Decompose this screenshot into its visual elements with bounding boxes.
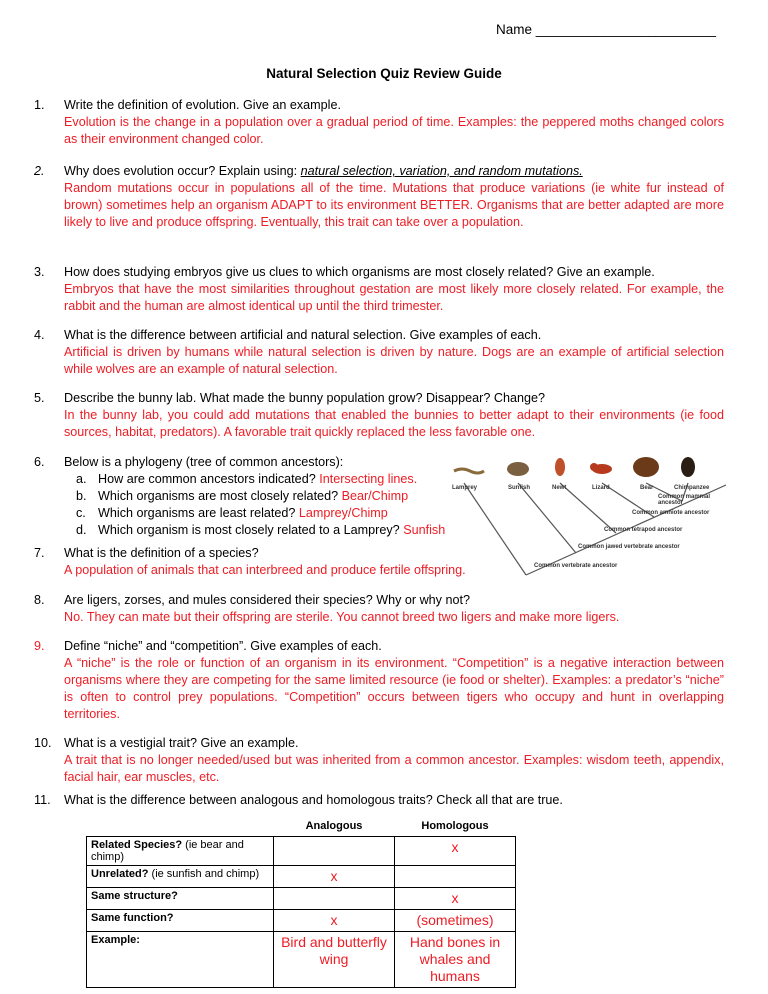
row-label: Same function? <box>87 910 274 932</box>
sub-question-c: c. Which organisms are least related? Lamprey/Chimp <box>76 506 388 520</box>
taxon-label: Newt <box>552 485 567 491</box>
answer-text: Embryos that have the most similarities throughout gestation are most likely more closely related. For example, the rabbit and the human are almost identical up until the third trimester. <box>64 282 724 313</box>
table-row <box>87 888 516 910</box>
homologous-cell: Hand bones in whales and humans <box>395 932 516 988</box>
homologous-cell: x <box>395 888 516 910</box>
question-number: 10. <box>34 736 52 750</box>
question-number: 6. <box>34 455 45 469</box>
taxon-label: Lamprey <box>452 485 478 491</box>
analogous-cell <box>274 837 395 866</box>
analogous-cell: x <box>274 910 395 932</box>
question-number: 7. <box>34 546 45 560</box>
taxon-label: Bear <box>640 485 654 491</box>
name-blank: ________________________ <box>535 22 716 37</box>
homologous-cell: (sometimes) <box>395 910 516 932</box>
phylogeny-diagram <box>446 455 736 580</box>
answer-text: No. They can mate but their offspring are sterile. You cannot breed two ligers and make more ligers. <box>64 610 620 624</box>
analogous-cell: x <box>274 866 395 888</box>
row-label: Example: <box>87 932 274 988</box>
table-row <box>87 837 516 866</box>
question-number: 3. <box>34 265 45 279</box>
ancestor-label: Common amniote ancestor <box>632 510 710 516</box>
sunfish-image <box>507 462 529 476</box>
question-number: 9. <box>34 639 45 653</box>
sub-question-b: b. Which organisms are most closely related? Bear/Chimp <box>76 489 409 503</box>
question-number: 11. <box>34 793 51 807</box>
question-number: 5. <box>34 391 45 405</box>
row-label: Same structure? <box>87 888 274 910</box>
question-text: Define “niche” and “competition”. Give examples of each. <box>64 639 382 653</box>
answer-text: A trait that is no longer needed/used but was inherited from a common ancestor. Examples: wisdom teeth, appendix, facial hair, ear muscles, etc. <box>64 753 724 784</box>
ancestor-label: Common mammal ancestor <box>658 494 711 506</box>
traits-table <box>86 818 516 988</box>
question-text: What is the difference between analogous and homologous traits? Check all that are true. <box>64 793 563 807</box>
ancestor-label: Common jawed vertebrate ancestor <box>578 544 680 550</box>
question-terms: natural selection, variation, and random mutations. <box>300 164 583 178</box>
question-text: Below is a phylogeny (tree of common ancestors): <box>64 455 344 469</box>
lamprey-image <box>454 469 484 473</box>
row-label: Unrelated? (ie sunfish and chimp) <box>87 866 274 888</box>
analogous-cell: Bird and butterfly wing <box>274 932 395 988</box>
table-row <box>87 910 516 932</box>
question-text: Why does evolution occur? Explain using: <box>64 164 301 178</box>
question-text: Describe the bunny lab. What made the bunny population grow? Disappear? Change? <box>64 391 545 405</box>
sub-question-a: a. How are common ancestors indicated? Intersecting lines. <box>76 472 418 486</box>
taxon-label: Chimpanzee <box>674 485 710 491</box>
question-text: Are ligers, zorses, and mules considered their species? Why or why not? <box>64 593 470 607</box>
taxon-label: Sunfish <box>508 485 530 491</box>
question-text: Write the definition of evolution. Give an example. <box>64 98 341 112</box>
name-label: Name <box>496 22 533 37</box>
answer-text: In the bunny lab, you could add mutations that enabled the bunnies to better adapt to their environments (ie food sources, habitat, predators). A favorable trait quickly replaced the less favorable one. <box>64 408 724 439</box>
table-row <box>87 866 516 888</box>
table-header-row <box>87 818 516 837</box>
newt-image <box>555 458 565 476</box>
ancestor-label: Common vertebrate ancestor <box>534 563 618 569</box>
bear-image <box>633 457 659 477</box>
row-label: Related Species? (ie bear and chimp) <box>87 837 274 866</box>
column-header-homologous: Homologous <box>421 820 489 832</box>
lizard-image <box>590 463 612 474</box>
ancestor-label: Common tetrapod ancestor <box>604 527 683 533</box>
taxon-label: Lizard <box>592 485 610 491</box>
sub-question-d: d. Which organism is most closely related to a Lamprey? Sunfish <box>76 523 446 537</box>
phylogeny-tree <box>446 455 736 580</box>
homologous-cell <box>395 866 516 888</box>
page-title: Natural Selection Quiz Review Guide <box>266 66 502 81</box>
chimpanzee-image <box>681 457 695 477</box>
question-text: How does studying embryos give us clues to which organisms are most closely related? Give an example. <box>64 265 655 279</box>
question-text: What is the difference between artificial and natural selection. Give examples of each. <box>64 328 542 342</box>
question-number: 4. <box>34 328 45 342</box>
question-number: 2. <box>34 164 45 178</box>
question-text: What is a vestigial trait? Give an example. <box>64 736 299 750</box>
question-number: 1. <box>34 98 45 112</box>
column-header-analogous: Analogous <box>305 820 363 832</box>
name-field <box>496 22 716 37</box>
question-number: 8. <box>34 593 45 607</box>
analogous-cell <box>274 888 395 910</box>
answer-text: Artificial is driven by humans while natural selection is driven by nature. Dogs are an example of artificial selection while wolves are an example of natural selection. <box>64 345 724 376</box>
homologous-cell: x <box>395 837 516 866</box>
question-text: What is the definition of a species? <box>64 546 259 560</box>
table-row <box>87 932 516 988</box>
answer-text: Random mutations occur in populations all of the time. Mutations that produce variations (ie white fur instead of brown) sometimes help an organism ADAPT to its environment BETTER. Organisms that are better adapted are more likely to live and produce offspring. Eventually, this trait can take over a population. <box>64 181 724 229</box>
answer-text: A population of animals that can interbreed and produce fertile offspring. <box>64 563 466 577</box>
answer-text: Evolution is the change in a population over a gradual period of time. Examples: the peppered moths changed colors as their environment changed color. <box>64 115 724 146</box>
answer-text: A “niche” is the role or function of an organism in its environment. “Competition” is a negative interaction between organisms where they are competing for the same limited resource (ie food or shelter). Examples: a predator’s “niche” is often to control prey populations. “Competition” occurs between tigers who occupy and hunt in overlapping territories. <box>64 656 724 721</box>
